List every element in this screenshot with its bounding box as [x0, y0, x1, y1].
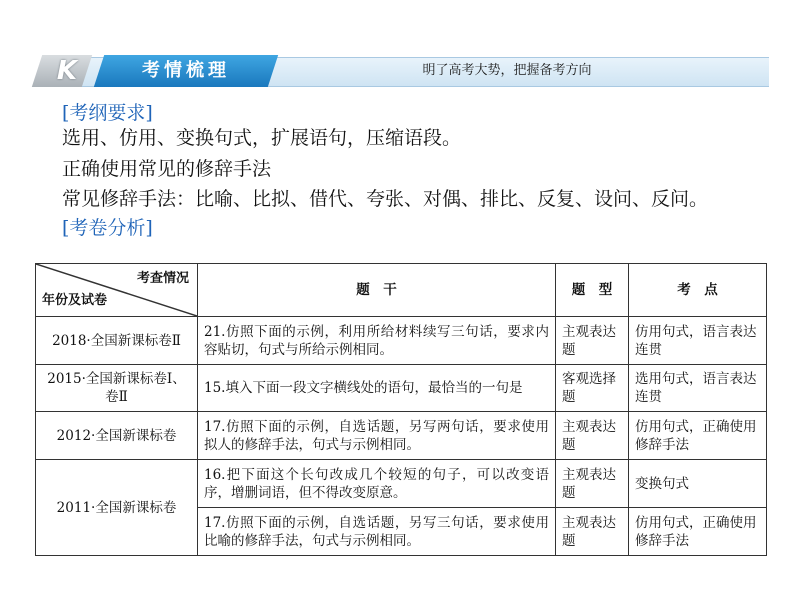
stem-cell: 17.仿照下面的示例，自选话题，另写三句话，要求使用比喻的修辞手法，句式与示例相同。	[198, 508, 556, 556]
exam-analysis-table	[35, 263, 767, 556]
table-row	[36, 460, 767, 508]
point-cell: 仿用句式，正确使用修辞手法	[629, 412, 767, 460]
table-row	[36, 317, 767, 365]
stem-cell: 15.填入下面一段文字横线处的语句，最恰当的一句是	[198, 365, 556, 412]
banner-logo-letter: K	[56, 56, 78, 86]
type-cell: 主观表达题	[556, 508, 629, 556]
point-cell: 仿用句式，语言表达连贯	[629, 317, 767, 365]
header-stem: 题 干	[198, 264, 556, 317]
point-cell: 变换句式	[629, 460, 767, 508]
year-cell: 2018·全国新课标卷Ⅱ	[36, 317, 198, 365]
table-row	[36, 365, 767, 412]
type-cell: 主观表达题	[556, 460, 629, 508]
stem-cell: 17.仿照下面的示例，自选话题，另写两句话，要求使用拟人的修辞手法，句式与示例相同。	[198, 412, 556, 460]
requirement-line-3: 常见修辞手法：比喻、比拟、借代、夸张、对偶、排比、反复、设问、反问。	[62, 188, 709, 210]
requirement-line-1: 选用、仿用、变换句式，扩展语句，压缩语段。	[62, 127, 462, 149]
header-type: 题 型	[556, 264, 629, 317]
year-cell: 2011·全国新课标卷	[36, 460, 198, 556]
stem-cell: 21.仿照下面的示例，利用所给材料续写三句话，要求内容贴切，句式与所给示例相同。	[198, 317, 556, 365]
type-cell: 主观表达题	[556, 412, 629, 460]
banner-subtitle: 明了高考大势，把握备考方向	[422, 63, 592, 78]
table-row	[36, 412, 767, 460]
stem-cell: 16.把下面这个长句改成几个较短的句子，可以改变语序，增删词语，但不得改变原意。	[198, 460, 556, 508]
banner-title: 考情梳理	[142, 60, 230, 81]
analysis-heading: [考卷分析]	[62, 217, 153, 239]
type-cell: 主观表达题	[556, 317, 629, 365]
table-header-row	[36, 264, 767, 317]
point-cell: 选用句式，语言表达连贯	[629, 365, 767, 412]
type-cell: 客观选择题	[556, 365, 629, 412]
year-cell: 2012·全国新课标卷	[36, 412, 198, 460]
point-cell: 仿用句式，正确使用修辞手法	[629, 508, 767, 556]
diagonal-header-cell	[36, 264, 198, 317]
section-banner	[37, 55, 769, 87]
requirement-line-2: 正确使用常见的修辞手法	[62, 158, 272, 180]
diagonal-header-bottom: 年份及试卷	[42, 293, 108, 308]
requirements-heading: [考纲要求]	[62, 102, 153, 124]
header-point: 考 点	[629, 264, 767, 317]
year-cell: 2015·全国新课标卷Ⅰ、卷Ⅱ	[36, 365, 198, 412]
diagonal-header-top: 考查情况	[136, 271, 189, 286]
